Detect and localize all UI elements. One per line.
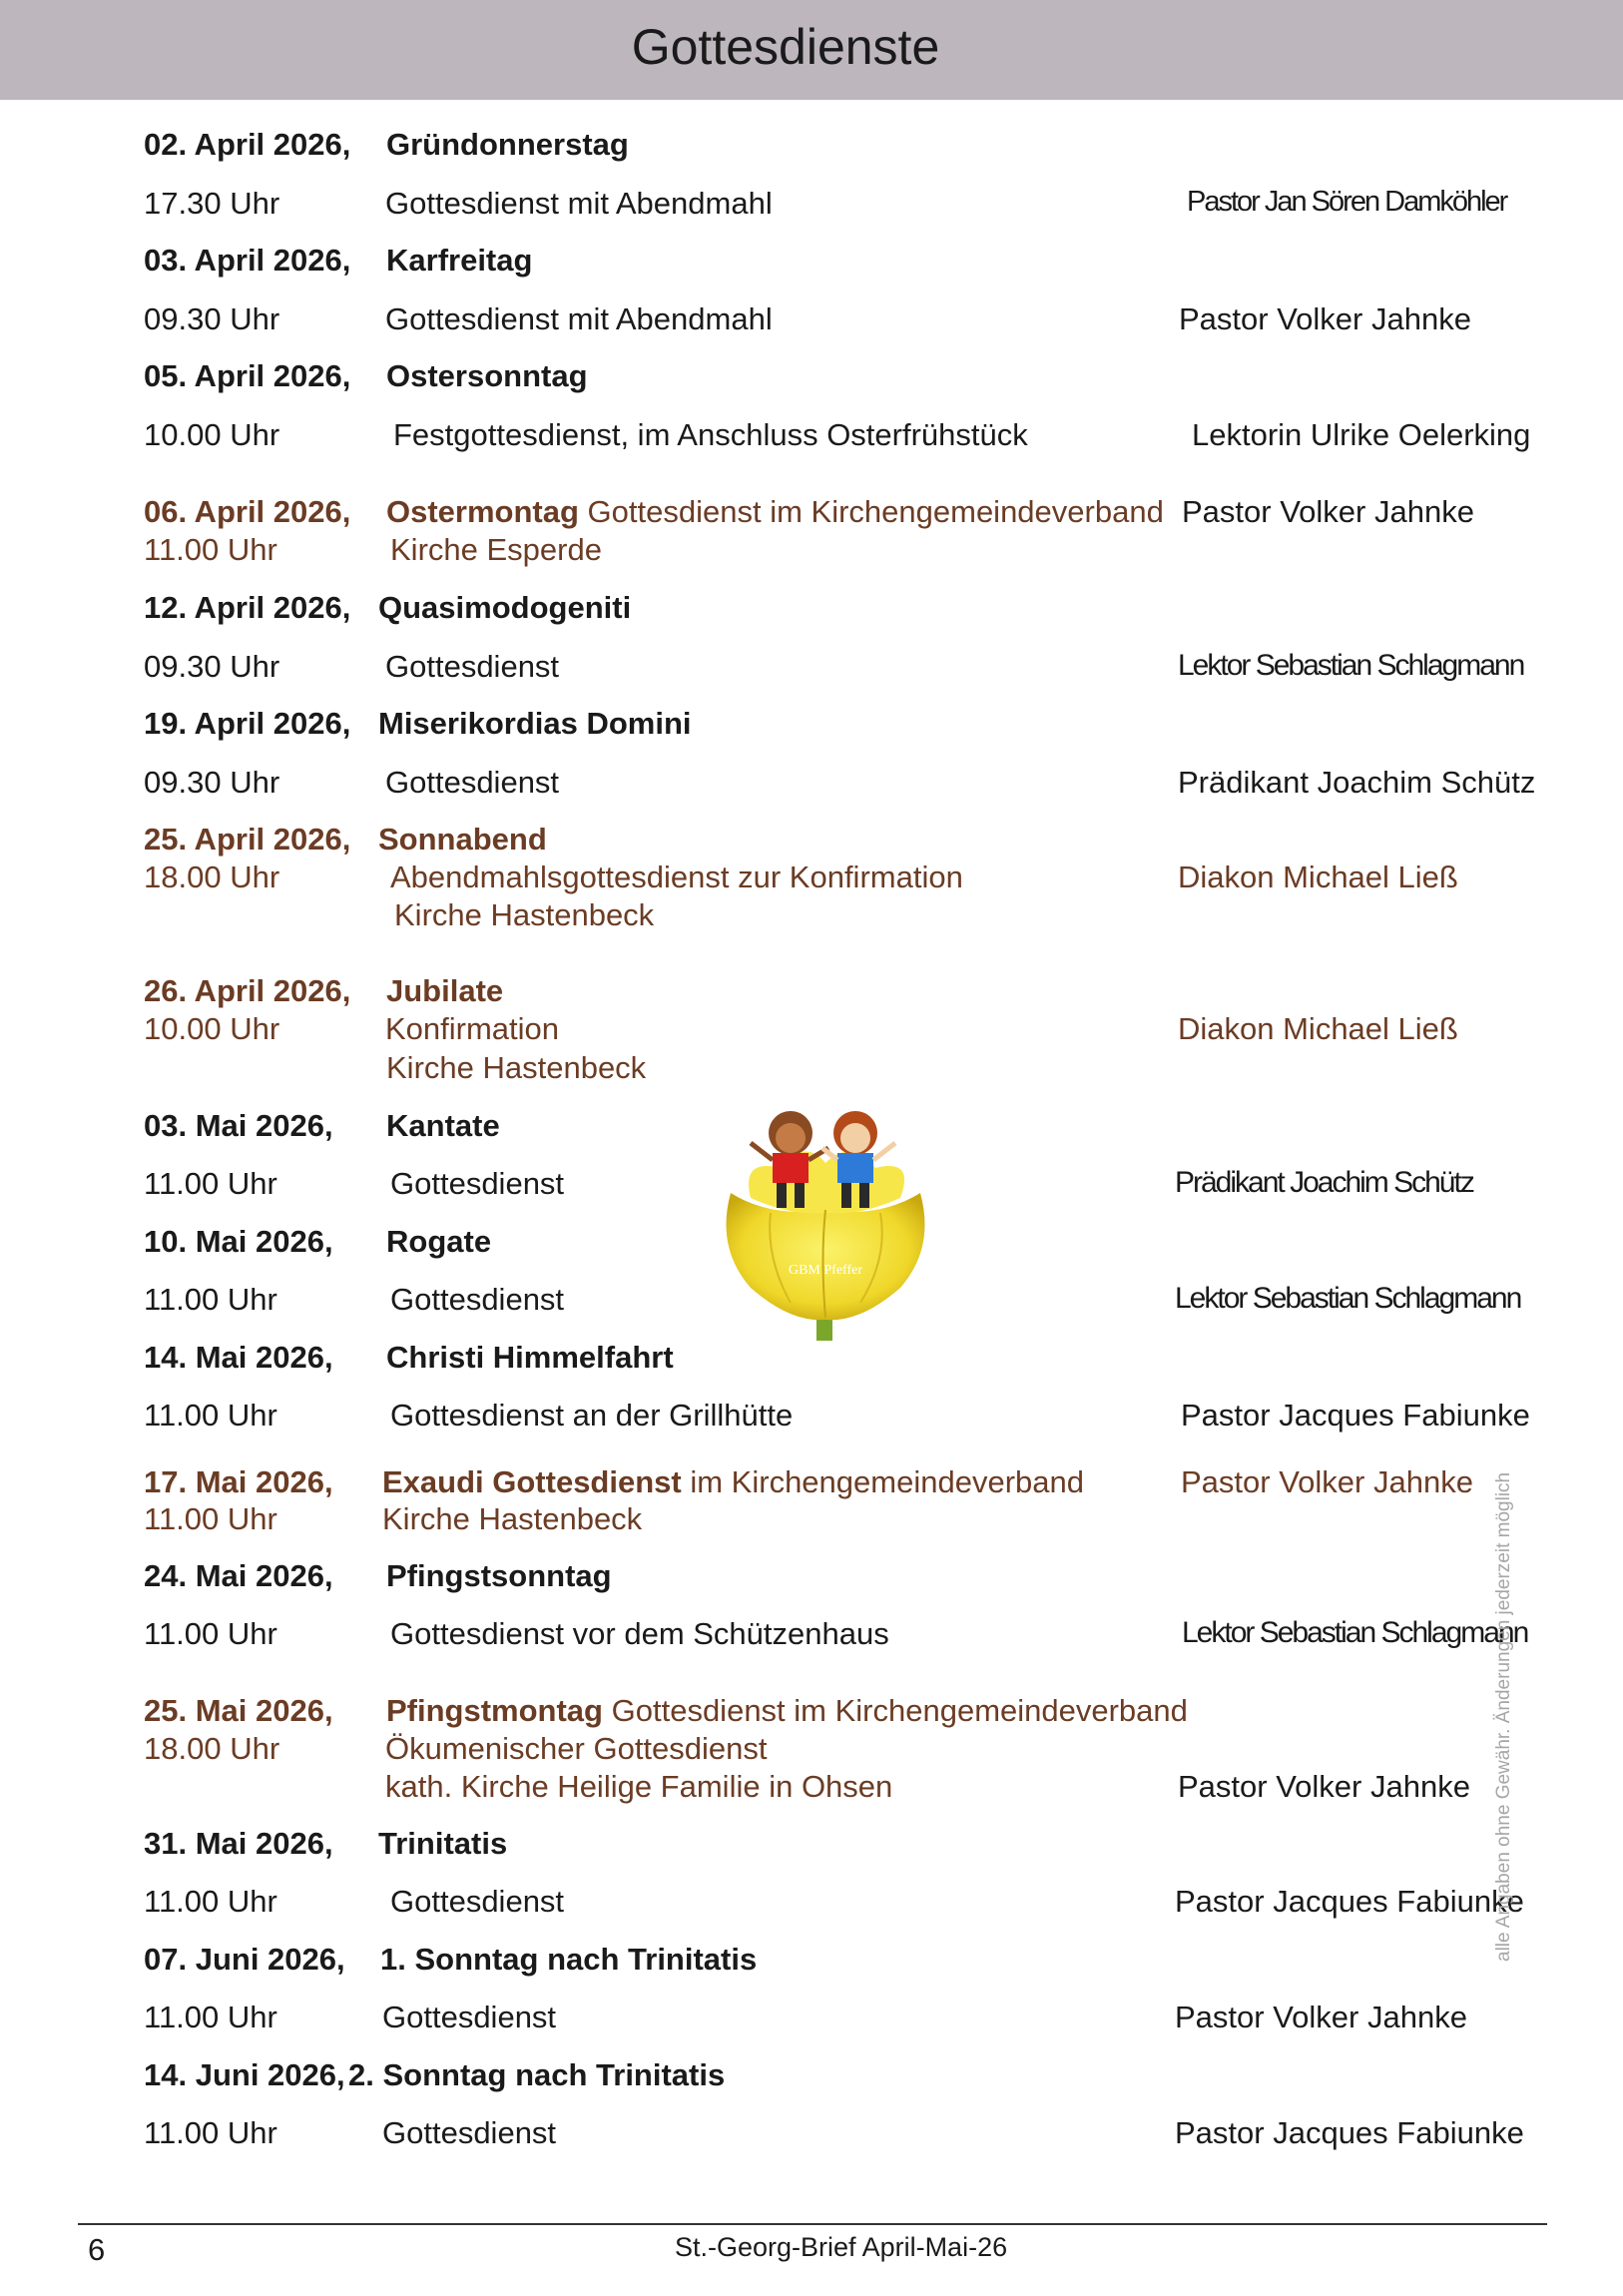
service-occasion: Quasimodogeniti	[378, 590, 632, 625]
service-description: Gottesdienst mit Abendmahl	[385, 301, 773, 336]
service-time: 11.00 Uhr	[144, 1398, 277, 1433]
service-time: 11.00 Uhr	[144, 1166, 277, 1201]
service-description: Gottesdienst	[390, 1166, 565, 1201]
service-time: 11.00 Uhr	[144, 532, 277, 567]
page-number: 6	[88, 2232, 106, 2267]
service-description: Festgottesdienst, im Anschluss Osterfrühstück	[393, 417, 1028, 452]
service-leader: Pastor Volker Jahnke	[1178, 1769, 1470, 1804]
service-location: kath. Kirche Heilige Familie in Ohsen	[385, 1769, 893, 1804]
service-date: 25. Mai 2026,	[144, 1693, 333, 1728]
service-description: Gottesdienst	[390, 1884, 565, 1919]
service-location: Kirche Hastenbeck	[386, 1050, 647, 1085]
service-leader: Lektorin Ulrike Oelerking	[1192, 417, 1531, 452]
service-date: 02. April 2026,	[144, 127, 351, 162]
service-occasion: Pfingstsonntag	[386, 1558, 612, 1593]
service-location: Kirche Hastenbeck	[382, 1501, 643, 1536]
service-time: 11.00 Uhr	[144, 1282, 277, 1317]
footer-divider	[78, 2223, 1547, 2225]
service-leader: Lektor Sebastian Schlagmann	[1178, 649, 1524, 682]
service-occasion-line	[386, 1693, 1188, 1729]
service-occasion: Karfreitag	[386, 243, 533, 278]
service-occasion: Trinitatis	[378, 1826, 508, 1861]
service-date: 31. Mai 2026,	[144, 1826, 333, 1861]
service-date: 05. April 2026,	[144, 358, 351, 393]
service-description: Konfirmation	[385, 1011, 560, 1046]
service-description: Gottesdienst	[382, 2115, 557, 2150]
page-title: Gottesdienste	[631, 19, 940, 75]
footer-title: St.-Georg-Brief April-Mai-26	[675, 2232, 1008, 2262]
service-occasion: Rogate	[386, 1224, 492, 1259]
service-occasion-line	[382, 1464, 1084, 1500]
page-header	[0, 0, 1623, 100]
illustration-signature: GBM Pfeffer	[788, 1263, 863, 1278]
service-date: 07. Juni 2026,	[144, 1942, 345, 1977]
service-date: 14. Mai 2026,	[144, 1340, 333, 1375]
service-occasion-suffix: Gottesdienst im Kirchengemeindeverband	[587, 494, 1164, 529]
service-description: Gottesdienst	[382, 2000, 557, 2034]
service-description: Ökumenischer Gottesdienst	[385, 1731, 768, 1766]
service-occasion: Gründonnerstag	[386, 127, 629, 162]
service-description: Gottesdienst mit Abendmahl	[385, 186, 773, 221]
service-leader: Pastor Jacques Fabiunke	[1181, 1398, 1530, 1433]
service-leader: Lektor Sebastian Schlagmann	[1182, 1616, 1528, 1649]
service-date: 24. Mai 2026,	[144, 1558, 333, 1593]
service-time: 10.00 Uhr	[144, 1011, 280, 1046]
service-time: 10.00 Uhr	[144, 417, 280, 452]
service-description: Gottesdienst	[385, 765, 560, 800]
service-occasion: Jubilate	[386, 973, 504, 1008]
flower-children-illustration	[711, 1098, 940, 1343]
service-description: Abendmahlsgottesdienst zur Konfirmation	[390, 860, 963, 894]
service-time: 17.30 Uhr	[144, 186, 280, 221]
service-time: 09.30 Uhr	[144, 649, 280, 684]
service-leader: Diakon Michael Ließ	[1178, 1011, 1458, 1046]
service-occasion: Christi Himmelfahrt	[386, 1340, 674, 1375]
service-date: 12. April 2026,	[144, 590, 351, 625]
service-occasion-suffix: im Kirchengemeindeverband	[690, 1464, 1084, 1499]
service-time: 18.00 Uhr	[144, 860, 280, 894]
service-occasion: 1. Sonntag nach Trinitatis	[380, 1942, 758, 1977]
service-leader: Diakon Michael Ließ	[1178, 860, 1458, 894]
service-time: 11.00 Uhr	[144, 1501, 277, 1536]
service-occasion: Ostersonntag	[386, 358, 588, 393]
service-leader: Pastor Volker Jahnke	[1175, 2000, 1467, 2034]
service-occasion: 2. Sonntag nach Trinitatis	[348, 2057, 726, 2092]
service-leader: Pastor Volker Jahnke	[1179, 301, 1471, 336]
service-leader: Prädikant Joachim Schütz	[1178, 765, 1536, 800]
service-date: 17. Mai 2026,	[144, 1464, 333, 1499]
service-occasion: Pfingstmontag	[386, 1693, 603, 1728]
service-leader: Pastor Jan Sören Damköhler	[1187, 186, 1507, 218]
service-date: 06. April 2026,	[144, 494, 351, 529]
service-occasion: Exaudi Gottesdienst	[382, 1464, 682, 1499]
service-time: 11.00 Uhr	[144, 1884, 277, 1919]
service-time: 11.00 Uhr	[144, 2000, 277, 2034]
service-time: 18.00 Uhr	[144, 1731, 280, 1766]
service-location: Kirche Esperde	[390, 532, 602, 567]
service-occasion: Miserikordias Domini	[378, 706, 692, 741]
service-location: Kirche Hastenbeck	[394, 897, 655, 932]
service-leader: Pastor Jacques Fabiunke	[1175, 2115, 1524, 2150]
service-leader: Pastor Jacques Fabiunke	[1175, 1884, 1524, 1919]
service-time: 11.00 Uhr	[144, 2115, 277, 2150]
service-date: 26. April 2026,	[144, 973, 351, 1008]
service-description: Gottesdienst	[390, 1282, 565, 1317]
service-description: Gottesdienst vor dem Schützenhaus	[390, 1616, 889, 1651]
service-occasion-suffix: Gottesdienst im Kirchengemeindeverband	[611, 1693, 1188, 1728]
service-occasion: Ostermontag	[386, 494, 579, 529]
service-leader: Lektor Sebastian Schlagmann	[1175, 1282, 1521, 1315]
service-description: Gottesdienst	[385, 649, 560, 684]
service-time: 11.00 Uhr	[144, 1616, 277, 1651]
service-date: 10. Mai 2026,	[144, 1224, 333, 1259]
service-time: 09.30 Uhr	[144, 301, 280, 336]
disclaimer-note: alle Angaben ohne Gewähr. Änderungen jederzeit möglich	[1493, 1471, 1514, 1962]
service-leader: Pastor Volker Jahnke	[1181, 1464, 1473, 1499]
service-time: 09.30 Uhr	[144, 765, 280, 800]
service-description: Gottesdienst an der Grillhütte	[390, 1398, 794, 1433]
service-date: 03. Mai 2026,	[144, 1108, 333, 1143]
service-date: 14. Juni 2026,	[144, 2057, 345, 2092]
service-leader: Prädikant Joachim Schütz	[1175, 1166, 1473, 1199]
service-date: 03. April 2026,	[144, 243, 351, 278]
service-occasion-line	[386, 494, 1164, 530]
service-occasion: Kantate	[386, 1108, 500, 1143]
service-occasion: Sonnabend	[378, 822, 547, 857]
service-date: 19. April 2026,	[144, 706, 351, 741]
service-date: 25. April 2026,	[144, 822, 351, 857]
service-leader: Pastor Volker Jahnke	[1182, 494, 1474, 529]
